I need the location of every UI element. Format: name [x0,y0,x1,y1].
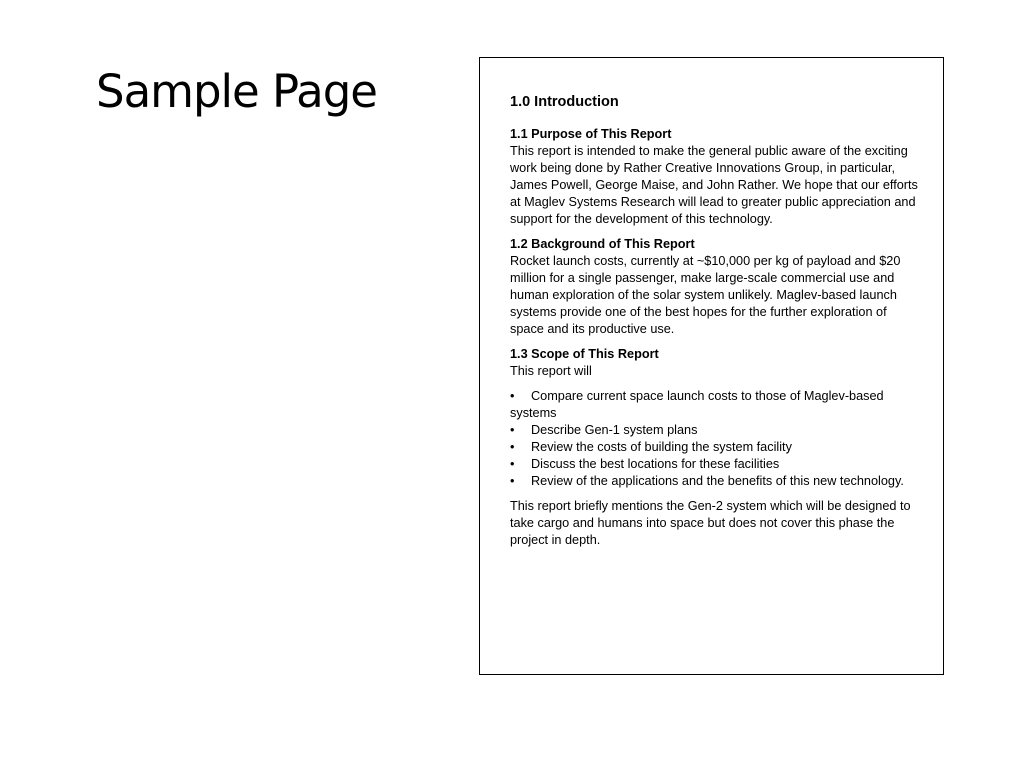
list-item [510,439,920,456]
bullet-text: Review of the applications and the benefits of this new technology. [531,474,904,488]
section-scope [510,346,920,380]
slide-title: Sample Page [96,65,377,118]
section-title: 1.1 Purpose of This Report [510,127,672,141]
list-item [510,473,920,490]
bullet-text: Review the costs of building the system facility [531,440,792,454]
document-heading: 1.0 Introduction [510,94,619,110]
bullet-icon: • [510,440,515,454]
bullet-icon: • [510,474,515,488]
bullet-text: Discuss the best locations for these facilities [531,457,780,471]
list-item [510,456,920,473]
section-title: 1.3 Scope of This Report [510,347,659,361]
section-body: This report will [510,364,592,378]
document-page [479,57,944,675]
bullet-icon: • [510,389,515,403]
bullet-icon: • [510,457,515,471]
section-body: This report is intended to make the general public aware of the exciting work being done by Rather Creative Innovations Group, in particular, James Powell, George Maise, and John Rather. We hope that our efforts at Maglev Systems Research will lead to greater public appreciation and support for the development of this technology. [510,144,918,226]
list-item [510,422,920,439]
closing-paragraph: This report briefly mentions the Gen-2 system which will be designed to take cargo and humans into space but does not cover this phase the project in depth. [510,499,911,547]
section-purpose [510,126,920,228]
list-item [510,388,920,422]
section-background [510,236,920,338]
document-content [510,92,920,549]
bullet-text: Describe Gen-1 system plans [531,423,698,437]
scope-bullet-list [510,388,920,490]
section-title: 1.2 Background of This Report [510,237,695,251]
bullet-text: Compare current space launch costs to those of Maglev-based systems [510,389,884,420]
section-body: Rocket launch costs, currently at ~$10,000 per kg of payload and $20 million for a single passenger, make large-scale commercial use and human exploration of the solar system unlikely. Maglev-based launch systems provide one of the best hopes for the further exploration of space and its productive use. [510,254,901,336]
bullet-icon: • [510,423,515,437]
